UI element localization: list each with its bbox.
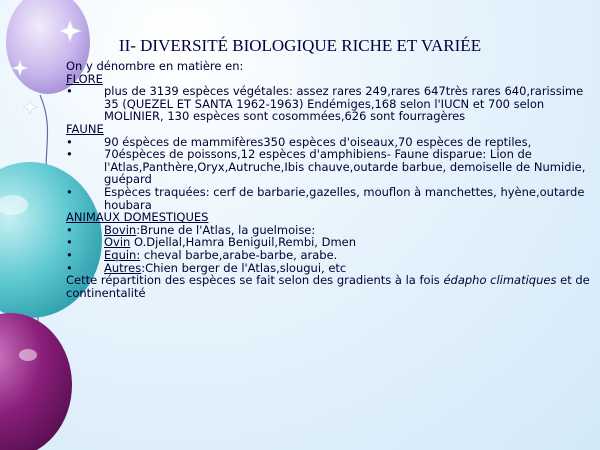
list-item-text: 70éspèces de poissons,12 espèces d'amphibiens- Faune disparue: Lion de l'Atlas,Panthère,Oryx,Autruche,Ibis chauve,outarde barbue, demoiselle de Numidie, guépard: [104, 147, 586, 187]
conclusion-italic: édapho climatiques: [443, 273, 557, 288]
list-item-label: Ovin: [104, 235, 131, 250]
list-item-text: cheval barbe,arabe-barbe, arabe.: [140, 247, 338, 262]
list-item-label: Equin:: [104, 247, 141, 262]
section-heading-faune: FAUNE: [66, 121, 104, 136]
conclusion-rest: et de continentalité: [66, 273, 590, 300]
bullet-icon: •: [66, 222, 73, 237]
list-item: [66, 148, 592, 186]
conclusion-main: Cette répartition des espèces se fait selon des gradients à la fois: [66, 273, 444, 288]
list-item-text: plus de 3139 espèces végétales: assez rares 249,rares 647très rares 640,rarissime 35 (QUEZEL ET SANTA 1962-1963) Endémiges,168 selon l'IUCN et 700 selon MOLINIER, 130 espèces sont cosommées,626 sont fourragères: [104, 84, 584, 124]
section-heading-domestiques: ANIMAUX DOMESTIQUES: [66, 210, 209, 225]
bullet-icon: •: [66, 260, 73, 275]
list-item-text: Espèces traquées: cerf de barbarie,gazelles, mouflon à manchettes, hyène,outarde houbara: [104, 184, 585, 212]
purple-balloon: [0, 313, 72, 450]
list-item-text: O.Djellal,Hamra Beniguil,Rembi, Dmen: [130, 235, 357, 250]
list-item: [66, 186, 592, 211]
list-item-text: 90 éspèces de mammifères350 espèces d'oiseaux,70 espèces de reptiles,: [104, 134, 532, 149]
section-heading-flore: FLORE: [66, 71, 103, 86]
bullet-icon: •: [66, 147, 73, 162]
sparkle-icon: [23, 100, 37, 114]
list-item-label: Bovin: [104, 222, 137, 237]
list-item: [66, 85, 592, 123]
list-item: [66, 262, 592, 275]
bullet-icon: •: [66, 235, 73, 250]
list-item-text: :Chien berger de l'Atlas,slougui, etc: [141, 260, 347, 275]
slide-title: II- DIVERSITÉ BIOLOGIQUE RICHE ET VARIÉE: [118, 36, 482, 55]
intro-text: On y dénombre en matière en:: [66, 59, 244, 73]
bullet-icon: •: [66, 134, 73, 149]
bullet-icon: •: [66, 247, 73, 262]
bullet-icon: •: [66, 84, 73, 99]
bullet-icon: •: [66, 184, 73, 199]
list-item-text: :Brune de l'Atlas, la guelmoise:: [136, 222, 316, 237]
list-item-label: Autres: [104, 260, 142, 275]
conclusion-text: [66, 274, 592, 299]
slide-body: [66, 60, 592, 299]
